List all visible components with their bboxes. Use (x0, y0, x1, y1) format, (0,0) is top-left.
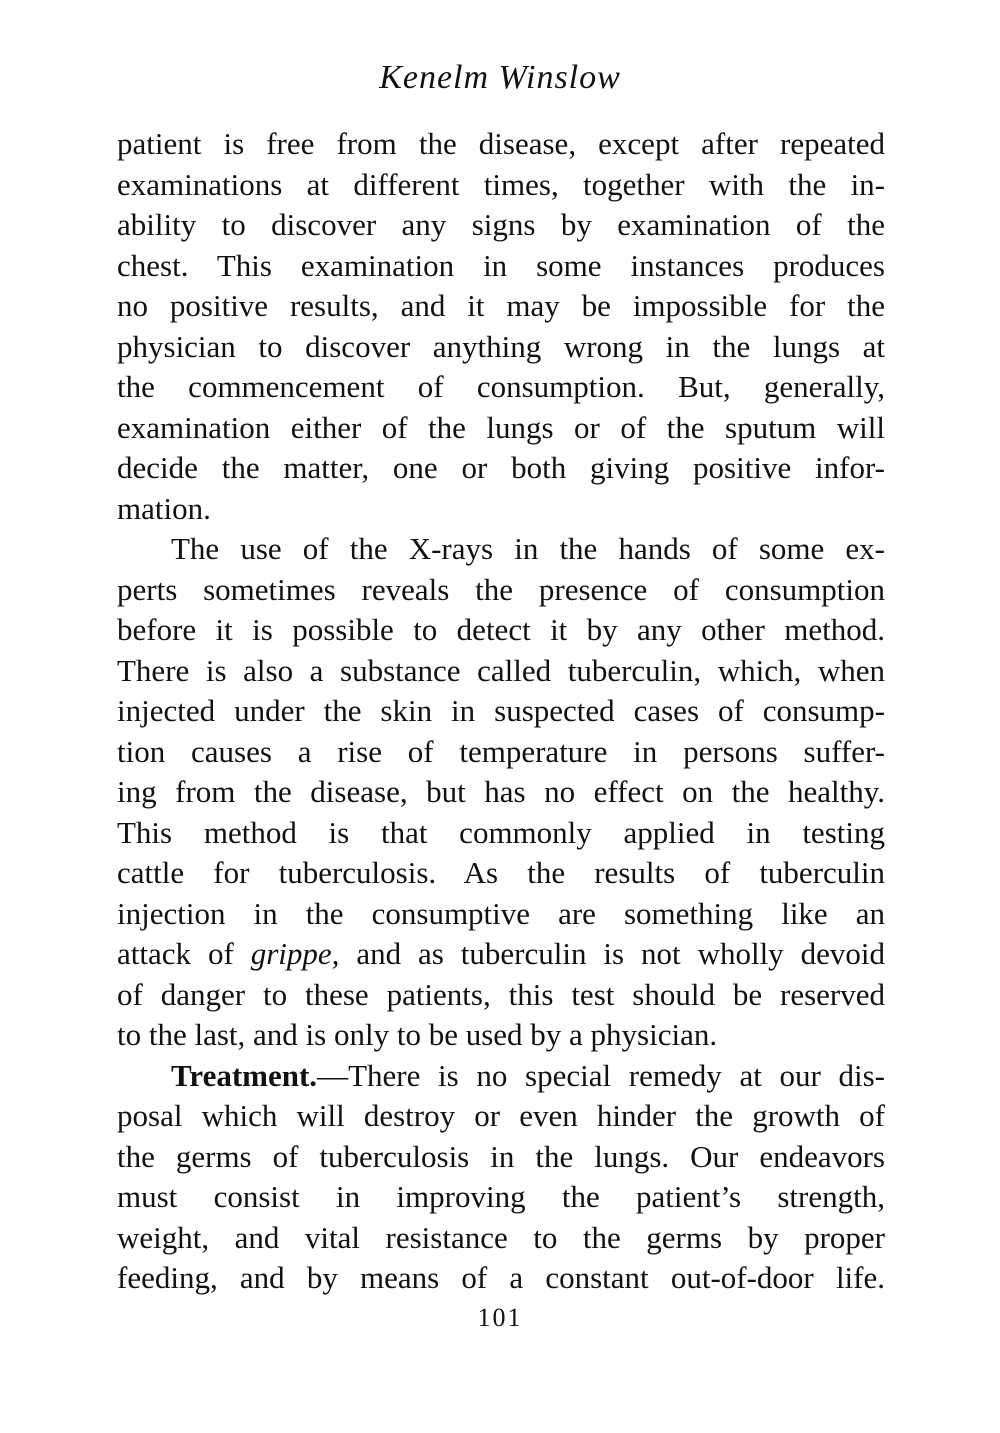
grippe-line-start: attack of (117, 936, 251, 971)
text-line: The use of the X-rays in the hands of some ex- (171, 531, 885, 566)
treatment-line-rest: —There is no special remedy at our dis- (317, 1057, 885, 1093)
text-line: ability to discover any signs by examination of the (117, 207, 885, 242)
body-text (117, 124, 885, 1299)
text-line: before it is possible to detect it by any other method. (117, 612, 885, 647)
text-line: must consist in improving the patient’s strength, (117, 1179, 885, 1214)
text-line-grippe (117, 934, 885, 975)
text-line: of danger to these patients, this test should be reserved (117, 976, 885, 1012)
text-line: chest. This examination in some instances produces (117, 247, 885, 283)
grippe-line-end: and as tuberculin is not wholly devoid (339, 936, 885, 971)
text-line: ing from the disease, but has no effect on the healthy. (117, 774, 885, 809)
text-line: examinations at different times, together with the in- (117, 166, 885, 202)
text-line: mation. (117, 490, 211, 526)
running-head: Kenelm Winslow (379, 59, 621, 96)
text-line: physician to discover anything wrong in the lungs at (117, 328, 885, 364)
text-line: patient is free from the disease, except after repeated (117, 126, 885, 161)
text-line: feeding, and by means of a constant out-of-door life. (117, 1260, 885, 1295)
text-line: injected under the skin in suspected cases of consump- (117, 693, 885, 728)
text-line: There is also a substance called tuberculin, which, when (117, 652, 885, 688)
text-line: posal which will destroy or even hinder the growth of (117, 1098, 885, 1133)
text-line: weight, and vital resistance to the germs by proper (117, 1219, 885, 1255)
text-line: the commencement of consumption. But, generally, (117, 369, 885, 404)
text-line: to the last, and is only to be used by a physician. (117, 1017, 718, 1052)
page-number: 101 (477, 1303, 523, 1332)
text-line: no positive results, and it may be impossible for the (117, 288, 885, 323)
section-heading-treatment: Treatment. (171, 1057, 318, 1093)
text-line: This method is that commonly applied in testing (117, 814, 885, 850)
italic-term-grippe: grippe, (250, 936, 340, 971)
text-line: cattle for tuberculosis. As the results of tuberculin (117, 855, 885, 890)
text-line: tion causes a rise of temperature in persons suffer- (117, 733, 885, 769)
text-line: the germs of tuberculosis in the lungs. Our endeavors (117, 1138, 885, 1174)
treatment-first-line (117, 1056, 885, 1097)
text-line: examination either of the lungs or of the sputum will (117, 409, 885, 445)
text-line: injection in the consumptive are something like an (117, 895, 885, 931)
text-line: perts sometimes reveals the presence of consumption (117, 571, 885, 607)
text-line: decide the matter, one or both giving positive infor- (117, 450, 885, 485)
